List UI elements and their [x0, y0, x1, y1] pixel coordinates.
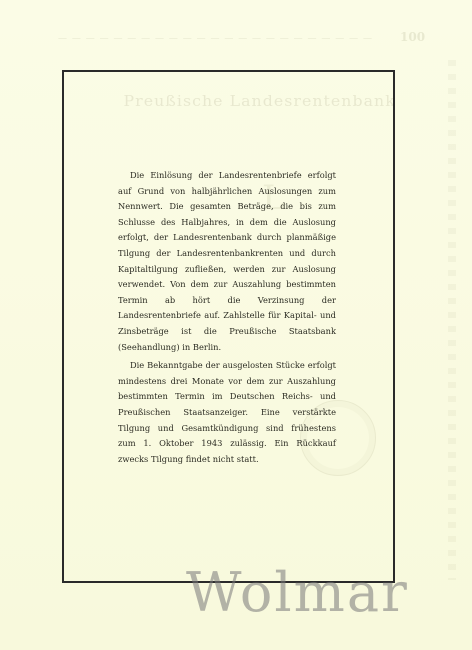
- bleed-through-right-edge: [448, 60, 456, 580]
- bleed-through-top-line: — — — — — — — — — — — — — — — — — — — — — — —: [58, 34, 373, 44]
- paragraph-redemption-terms: Die Einlösung der Landesrentenbriefe erfolgt auf Grund von halbjährlichen Auslosungen zum Nennwert. Die gesamten Beträge, die bis zum Schlusse des Halbjahres, in dem die Auslosung erfolgt, der Landesrentenbank durch planmäßige Tilgung der Landesrentenbankrenten und durch Kapitaltilgung zufließen, werden zur Auslosung verwendet. Von dem zur Auszahlung bestimmten Termin ab hört die Verzinsung der Landesrentenbriefe auf. Zahlstelle für Kapital- und Zinsbeträge ist die Preußische Staatsbank (Seehandlung) in Berlin.: [118, 170, 336, 352]
- bleed-through-number: 100: [400, 30, 426, 44]
- bleed-through-heading: Preußische Landesrentenbank: [123, 92, 396, 110]
- paragraph-publication-terms: Die Bekanntgabe der ausgelosten Stücke erfolgt mindestens drei Monate vor dem zur Auszahlung bestimmten Termin im Deutschen Reichs- und Preußischen Staatsanzeiger. Eine verstärkte Tilgung und Gesamtkündigung sind frühestens zum 1. Oktober 1943 zulässig. Ein Rückkauf zwecks Tilgung findet nicht statt.: [118, 360, 336, 464]
- watermark-logo: Wolmar: [186, 561, 409, 624]
- document-text-block: [118, 168, 336, 467]
- bleed-through-initial: L: [262, 178, 285, 218]
